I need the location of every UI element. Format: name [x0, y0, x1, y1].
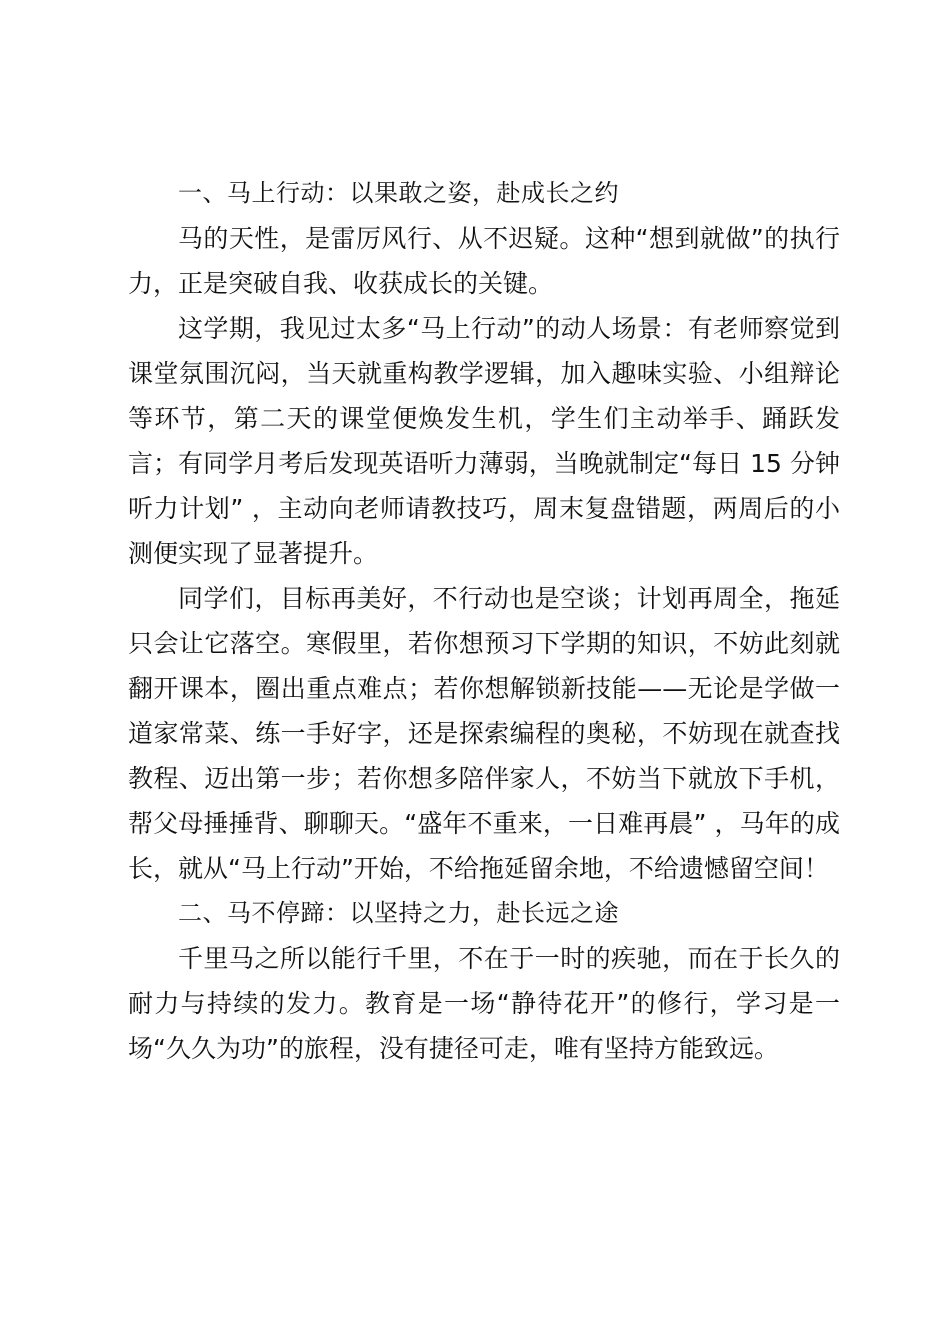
paragraph: 千里马之所以能行千里，不在于一时的疾驰，而在于长久的耐力与持续的发力。教育是一场“静待花开”的修行，学习是一场“久久为功”的旅程，没有捷径可走，唯有坚持方能致远。 — [128, 944, 840, 1063]
paragraph: 马的天性，是雷厉风行、从不迟疑。这种“想到就做”的执行力，正是突破自我、收获成长的关键。 — [128, 224, 840, 298]
paragraph: 同学们，目标再美好，不行动也是空谈；计划再周全，拖延只会让它落空。寒假里，若你想预习下学期的知识，不妨此刻就翻开课本，圈出重点难点；若你想解锁新技能——无论是学做一道家常菜、练一手好字，还是探索编程的奥秘，不妨现在就查找教程、迈出第一步；若你想多陪伴家人，不妨当下就放下手机，帮父母捶捶背、聊聊天。“盛年不重来，一日难再晨” ，马年的成长，就从“马上行动”开始，不给拖延留余地，不给遗憾留空间！ — [128, 584, 840, 883]
document-body — [128, 171, 840, 1071]
section-heading-2: 二、马不停蹄：以坚持之力，赴长远之途 — [178, 899, 619, 927]
paragraph: 这学期，我见过太多“马上行动”的动人场景：有老师察觉到课堂氛围沉闷，当天就重构教学逻辑，加入趣味实验、小组辩论等环节，第二天的课堂便焕发生机，学生们主动举手、踊跃发言；有同学月考后发现英语听力薄弱，当晚就制定“每日 15 分钟听力计划” ，主动向老师请教技巧，周末复盘错题，两周后的小测便实现了显著提升。 — [128, 314, 840, 568]
section-heading-1: 一、马上行动：以果敢之姿，赴成长之约 — [178, 179, 619, 207]
